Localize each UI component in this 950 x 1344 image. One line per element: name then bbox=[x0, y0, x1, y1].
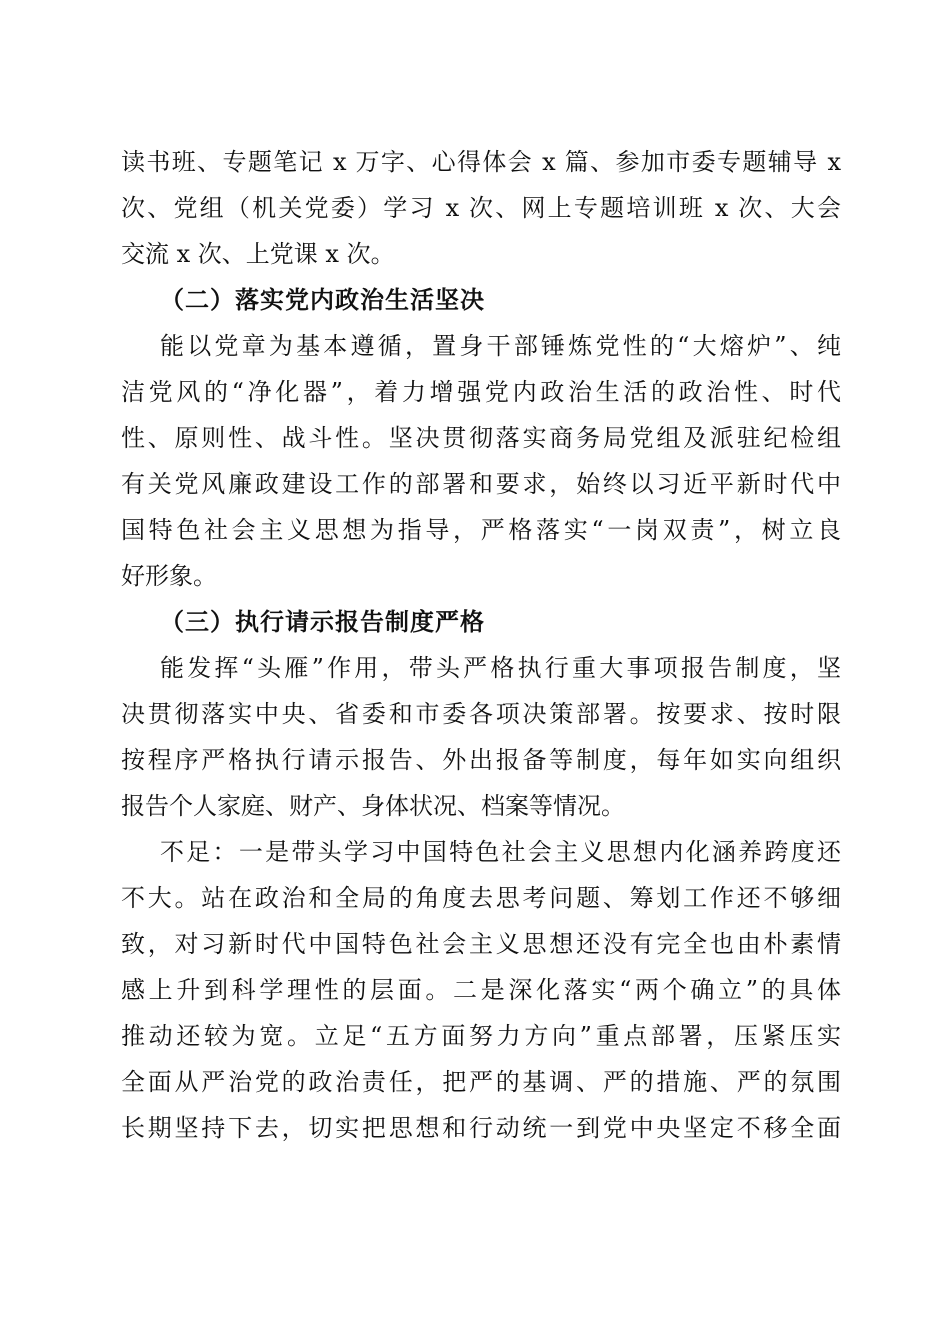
section-heading-2: （二）落实党内政治生活坚决 bbox=[160, 285, 485, 314]
paragraph-2-line-3: 性、原则性、战斗性。坚决贯彻落实商务局党组及派驻纪检组 bbox=[121, 424, 841, 452]
paragraph-1-line-1: 读书班、专题笔记 x 万字、心得体会 x 篇、参加市委专题辅导 x bbox=[121, 148, 841, 176]
paragraph-3-line-2: 决贯彻落实中央、省委和市委各项决策部署。按要求、按时限 bbox=[121, 700, 841, 728]
paragraph-2-line-5: 国特色社会主义思想为指导，严格落实“一岗双责”，树立良 bbox=[121, 516, 841, 544]
paragraph-3-line-4: 报告个人家庭、财产、身体状况、档案等情况。 bbox=[121, 792, 625, 820]
paragraph-4-line-1: 不足：一是带头学习中国特色社会主义思想内化涵养跨度还 bbox=[160, 838, 841, 866]
paragraph-4-line-3: 致，对习新时代中国特色社会主义思想还没有完全也由朴素情 bbox=[121, 930, 841, 958]
paragraph-3-line-3: 按程序严格执行请示报告、外出报备等制度，每年如实向组织 bbox=[121, 746, 841, 774]
paragraph-2-line-1: 能以党章为基本遵循，置身干部锤炼党性的“大熔炉”、纯 bbox=[160, 332, 841, 360]
paragraph-2-line-6: 好形象。 bbox=[121, 562, 217, 590]
paragraph-4-line-2: 不大。站在政治和全局的角度去思考问题、筹划工作还不够细 bbox=[121, 884, 841, 912]
paragraph-1-line-3: 交流 x 次、上党课 x 次。 bbox=[121, 240, 395, 268]
paragraph-3-line-1: 能发挥“头雁”作用，带头严格执行重大事项报告制度，坚 bbox=[160, 654, 841, 682]
paragraph-4-line-7: 长期坚持下去，切实把思想和行动统一到党中央坚定不移全面 bbox=[121, 1114, 841, 1142]
section-heading-3: （三）执行请示报告制度严格 bbox=[160, 607, 485, 636]
paragraph-2-line-2: 洁党风的“净化器”，着力增强党内政治生活的政治性、时代 bbox=[121, 378, 841, 406]
paragraph-4-line-5: 推动还较为宽。立足“五方面努力方向”重点部署，压紧压实 bbox=[121, 1022, 841, 1050]
paragraph-2-line-4: 有关党风廉政建设工作的部署和要求，始终以习近平新时代中 bbox=[121, 470, 841, 498]
paragraph-4-line-6: 全面从严治党的政治责任，把严的基调、严的措施、严的氛围 bbox=[121, 1068, 841, 1096]
paragraph-4-line-4: 感上升到科学理性的层面。二是深化落实“两个确立”的具体 bbox=[121, 976, 841, 1004]
paragraph-1-line-2: 次、党组（机关党委）学习 x 次、网上专题培训班 x 次、大会 bbox=[121, 194, 841, 222]
